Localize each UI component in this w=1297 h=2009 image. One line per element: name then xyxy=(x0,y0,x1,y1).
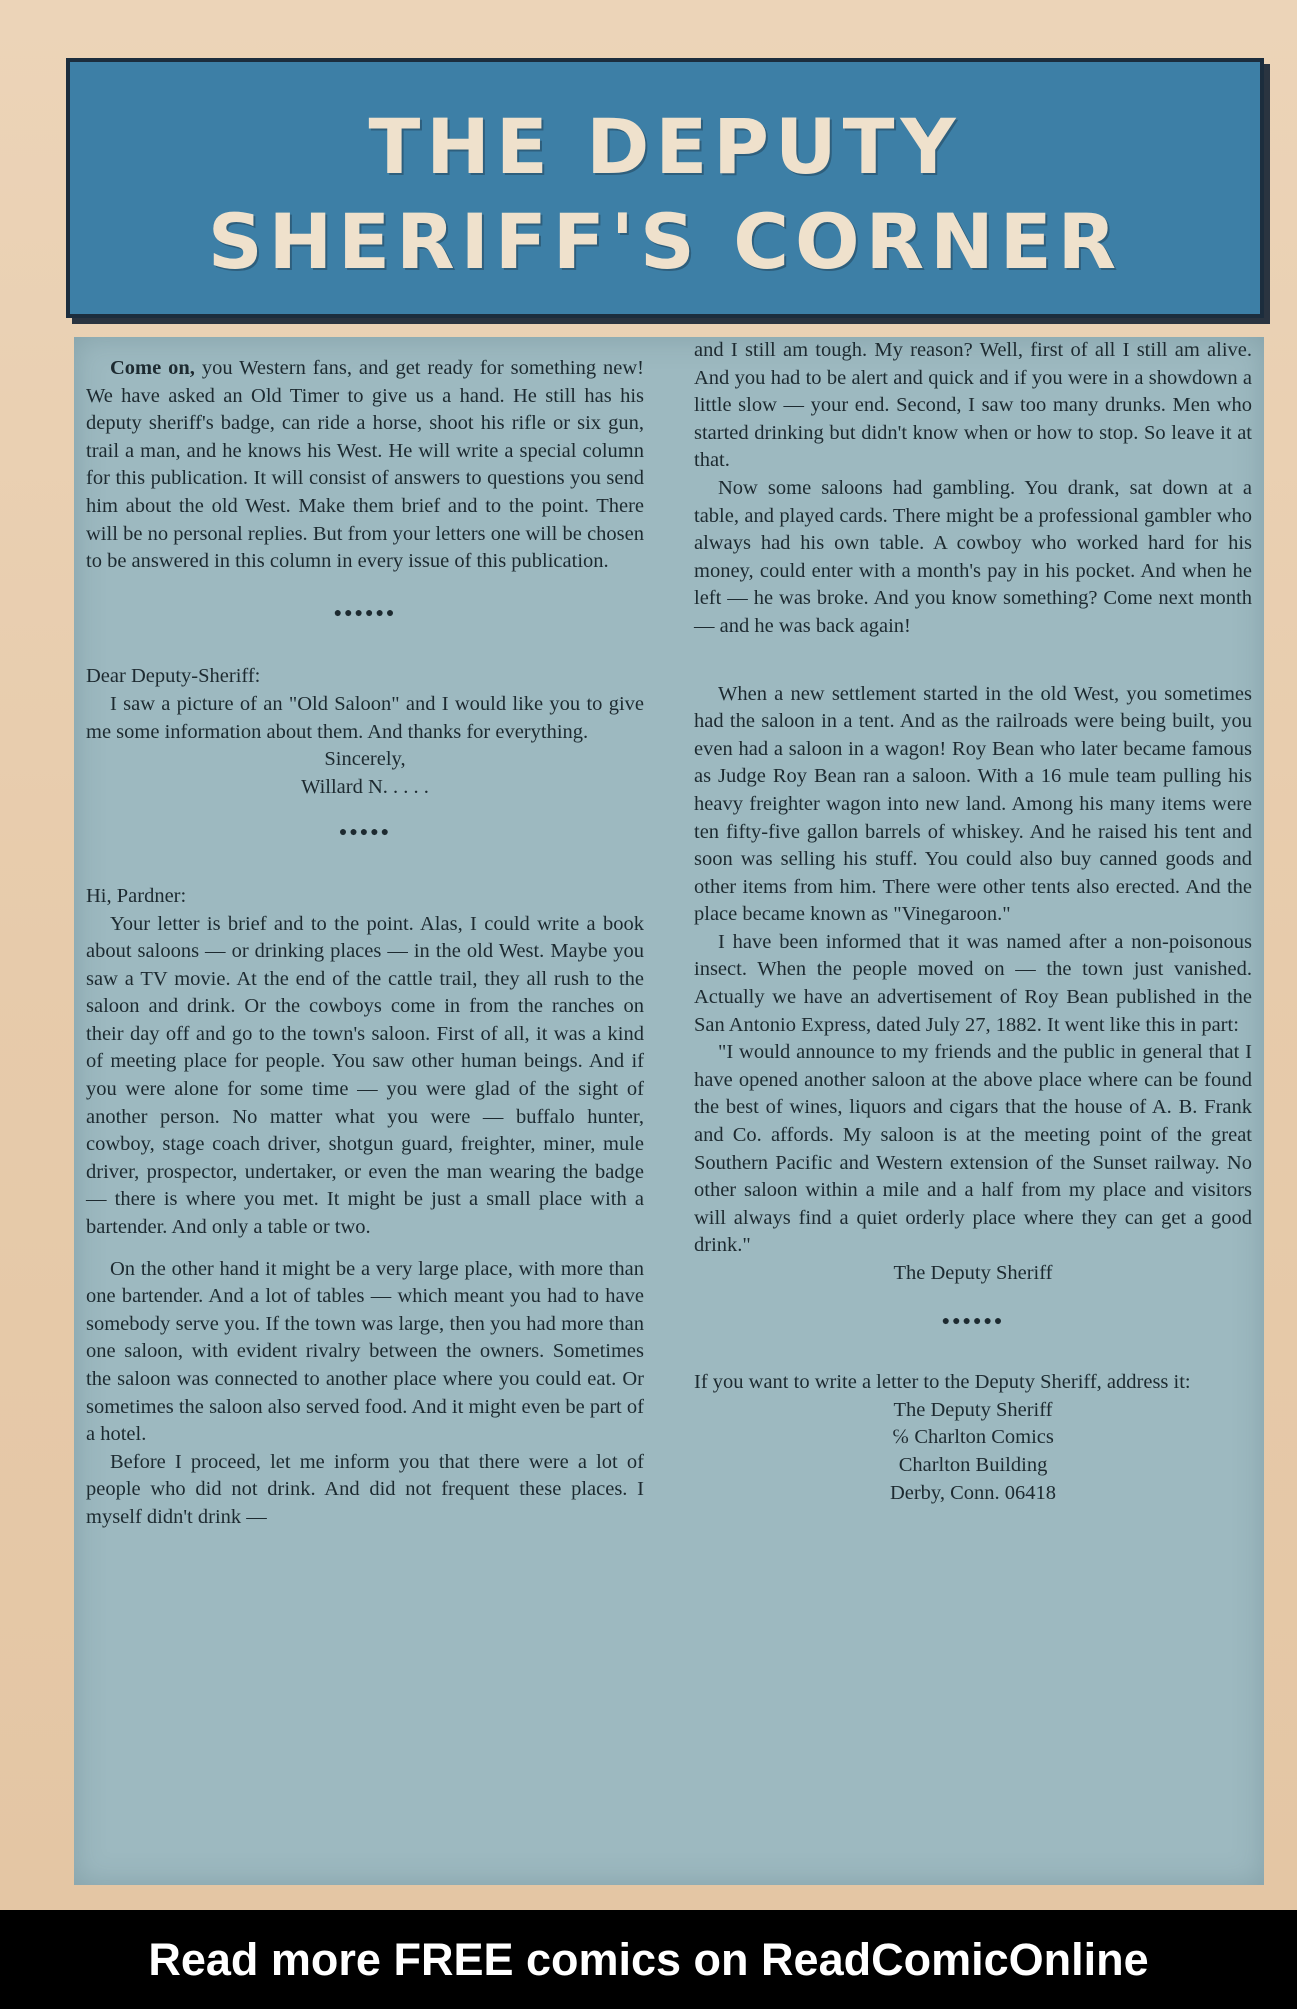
letter-body: I saw a picture of an "Old Saloon" and I would like you to give me some information about them. And thanks for everything. xyxy=(86,692,644,743)
right-column xyxy=(694,337,1252,1507)
reply-paragraph: I have been informed that it was named after a non-poisonous insect. When the people moved on — the town just vanished. Actually we have an advertisement of Roy Bean published in the San Antonio Express, dated July 27, 1882. It went like this in part: xyxy=(694,930,1252,1036)
article-body xyxy=(74,337,1264,1885)
intro-paragraph xyxy=(86,337,644,576)
quoted-advertisement: "I would announce to my friends and the public in general that I have opened another saloon at the above place where can be found the best of wines, liquors and cigars that the house of A. B. Frank and Co. affords. My saloon is at the meeting point of the great Southern Pacific and Western extension of the Sunset railway. No other saloon within a mile and a half from my place and visitors will always find a quiet orderly place where they can get a good drink." xyxy=(694,1041,1252,1257)
letter-salutation: Dear Deputy-Sheriff: xyxy=(86,665,261,688)
signoff: The Deputy Sheriff xyxy=(893,1262,1053,1284)
address-intro: If you want to write a letter to the Deputy Sheriff, address it: xyxy=(694,1371,1191,1394)
promo-banner-text: Read more FREE comics on ReadComicOnline xyxy=(148,1934,1149,1985)
address-line: Derby, Conn. 06418 xyxy=(889,1481,1057,1504)
reply-paragraph: Now some saloons had gambling. You drank, sat down at a table, and played cards. There might be a professional gambler who always had his own table. A cowboy who worked hard for his money, could enter with a month's pay in his pocket. And when he left — he was broke. And you know something? Come next month — and he was back again! xyxy=(694,476,1252,637)
reply-paragraph: and I still am tough. My reason? Well, first of all I still am alive. And you had to be alert and quick and if you were in a showdown a little slow — your end. Second, I saw too many drunks. Men who started drinking but didn't know when or how to stop. So leave it at that. xyxy=(694,339,1252,472)
title-banner xyxy=(66,58,1264,318)
intro-text: you Western fans, and get ready for something new! We have asked an Old Timer to give us a hand. He still has his deputy sheriff's badge, can ride a horse, shoot his rifle or six gun, trail a man, and he knows his West. He will write a special column for this publication. It will consist of answers to questions you send him about the old West. Make them brief and to the point. There will be no personal replies. But from your letters one will be chosen to be answered in this column in every issue of this publication. xyxy=(86,357,644,573)
page-title-line1: THE DEPUTY xyxy=(368,102,962,191)
reply-paragraph: When a new settlement started in the old West, you sometimes had the saloon in a tent. And as the railroads were being built, you even had a saloon in a wagon! Roy Bean who later became famous as Judge Roy Bean ran a saloon. With a 16 mule team pulling his heavy freighter wagon into new land. Among his many items were ten fifty-five gallon barrels of whiskey. And he raised his tent and soon was selling his stuff. You could also buy canned goods and other items from him. There were other tents also erected. And the place became known as "Vinegaroon." xyxy=(694,682,1252,926)
address-line: ℅ Charlton Comics xyxy=(892,1426,1054,1449)
address-line: Charlton Building xyxy=(898,1453,1048,1476)
reply-paragraph: On the other hand it might be a very large place, with more than one bartender. And a lot of tables — which meant you had to have somebody serve you. If the town was large, then you had more than one saloon, with evident rivalry between the owners. Sometimes the saloon was connected to another place where you could eat. Or sometimes the saloon also served food. And it might even be part of a hotel. xyxy=(86,1257,644,1446)
reply-salutation: Hi, Pardner: xyxy=(86,884,187,907)
letter-signature: Willard N. . . . . xyxy=(301,775,429,798)
address-line: The Deputy Sheriff xyxy=(893,1398,1053,1421)
reply-paragraph: Your letter is brief and to the point. Alas, I could write a book about saloons — or drinking places — in the old West. Maybe you saw a TV movie. At the end of the cattle trail, they all rush to the saloon and drink. Or the cowboys come in from the ranches on their day off and go to the town's saloon. First of all, it was a kind of meeting place for people. You saw other human beings. And if you were alone for some time — you were glad of the sight of another person. No matter what you were — buffalo hunter, cowboy, stage coach driver, shotgun guard, freighter, miner, mule driver, prospector, undertaker, or even the man wearing the badge — there is where you met. It might be just a small place with a bartender. And only a table or two. xyxy=(86,912,644,1239)
separator-dots: ●●●●●● xyxy=(333,605,397,621)
separator-dots: ●●●●●● xyxy=(941,1313,1005,1329)
reply-paragraph: Before I proceed, let me inform you that there were a lot of people who did not drink. And did not frequent these places. I myself didn't drink — xyxy=(86,1450,644,1528)
letter-closing: Sincerely, xyxy=(324,748,406,771)
page-title-line2: SHERIFF'S CORNER xyxy=(207,197,1123,286)
left-column xyxy=(86,337,644,1532)
promo-footer xyxy=(0,1910,1297,2009)
separator-dots: ●●●●● xyxy=(338,825,392,841)
intro-lead: Come on, xyxy=(110,357,195,379)
